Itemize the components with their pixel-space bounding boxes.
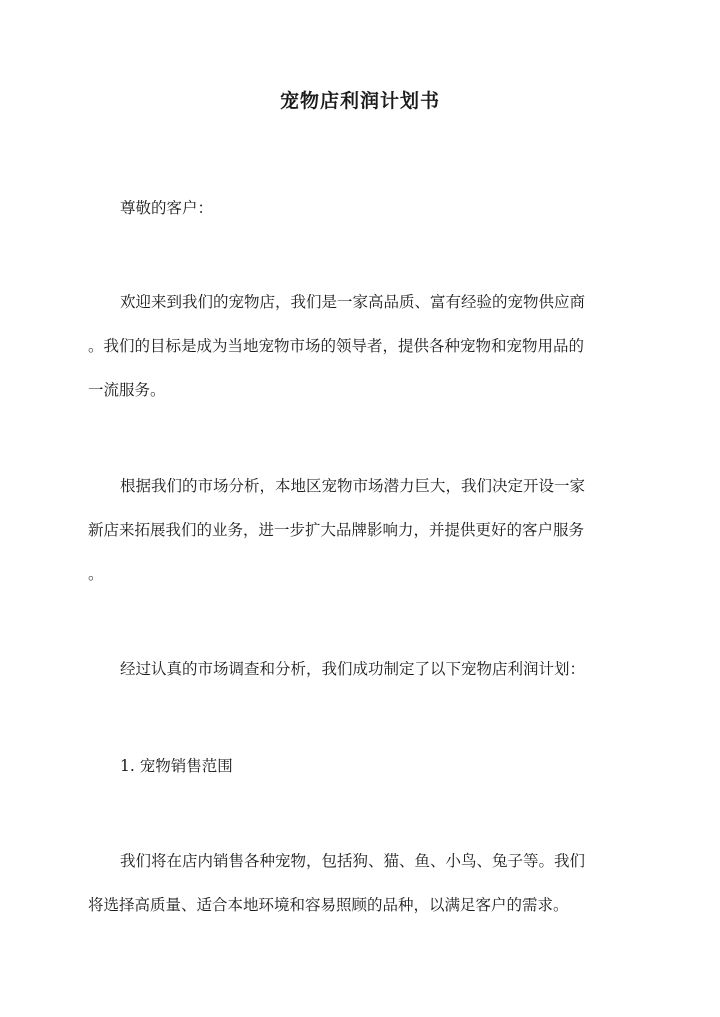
section-1-line-1: 我们将在店内销售各种宠物，包括狗、猫、鱼、小鸟、兔子等。我们 (120, 852, 586, 870)
salutation: 尊敬的客户： (120, 199, 214, 217)
paragraph-2-line-1: 根据我们的市场分析，本地区宠物市场潜力巨大，我们决定开设一家 (120, 477, 586, 495)
paragraph-3-line-1: 经过认真的市场调查和分析，我们成功制定了以下宠物店利润计划： (120, 660, 586, 678)
document-title: 宠物店利润计划书 (279, 90, 440, 112)
paragraph-2-line-2: 新店来拓展我们的业务，进一步扩大品牌影响力，并提供更好的客户服务 (88, 521, 585, 539)
paragraph-2-line-3: 。 (88, 565, 104, 583)
paragraph-1-line-1: 欢迎来到我们的宠物店，我们是一家高品质、富有经验的宠物供应商 (120, 293, 586, 311)
section-1-heading: 1. 宠物销售范围 (120, 757, 233, 775)
section-1-line-2: 将选择高质量、适合本地环境和容易照顾的品种，以满足客户的需求。 (88, 896, 569, 914)
paragraph-1-line-3: 一流服务。 (88, 381, 166, 399)
paragraph-1-line-2: 。我们的目标是成为当地宠物市场的领导者，提供各种宠物和宠物用品的 (88, 337, 585, 355)
